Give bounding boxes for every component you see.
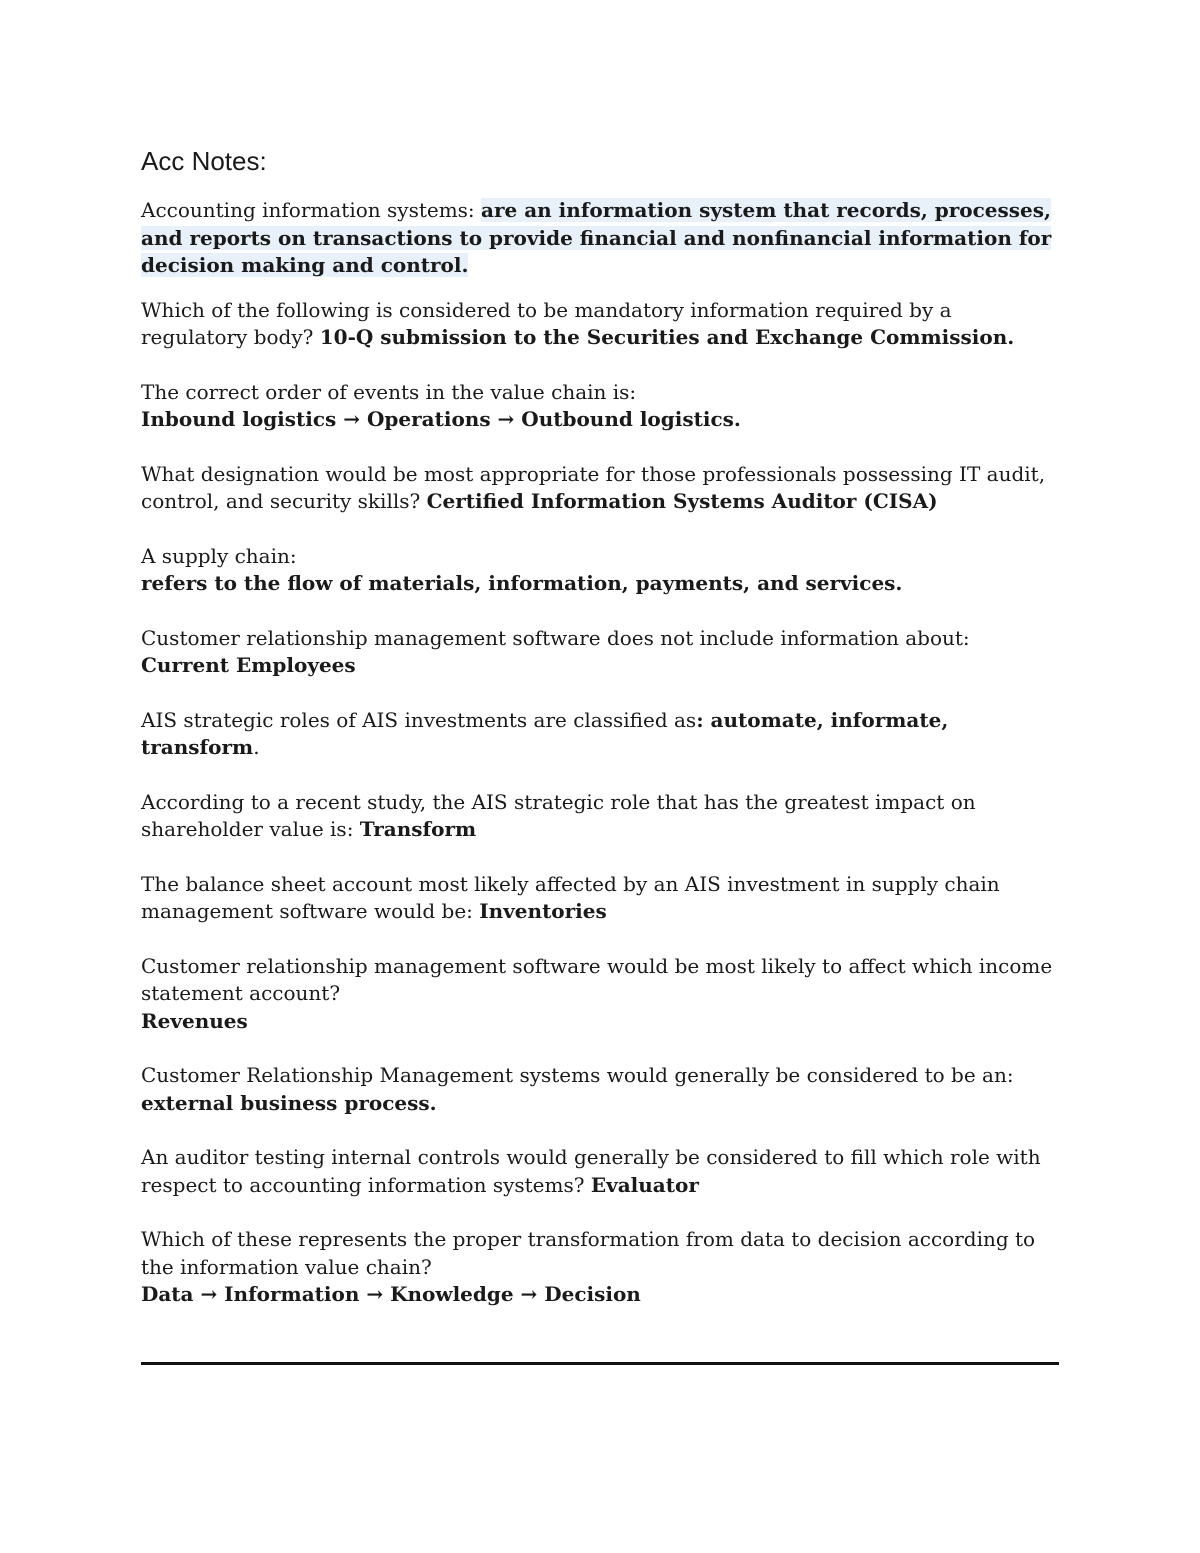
note-question: The balance sheet account most likely affected by an AIS investment in supply chain management software would be: (141, 871, 1000, 923)
note-information-value-chain (141, 1226, 1061, 1309)
note-crm-exclusion (141, 625, 1061, 680)
note-tail: . (253, 735, 260, 759)
note-mandatory-information (141, 297, 1061, 352)
note-answer: Transform (359, 817, 477, 841)
note-answer: refers to the flow of materials, information, payments, and services. (141, 571, 903, 595)
note-question: Customer relationship management software would be most likely to affect which income statement account? (141, 953, 1053, 1005)
note-question: Which of the following is considered to be mandatory information required by a regulatory body? (141, 297, 952, 349)
note-question: What designation would be most appropriate for those professionals possessing IT audit, control, and security skills? (141, 461, 1046, 513)
note-answer: Inventories (479, 899, 607, 923)
note-answer: Data → Information → Knowledge → Decision (141, 1282, 641, 1306)
note-answer: external business process. (141, 1090, 437, 1115)
notes-content (141, 143, 1061, 1309)
note-question: Customer relationship management software does not include information about: (141, 625, 970, 650)
note-answer: 10-Q submission to the Securities and Exchange Commission. (319, 325, 1015, 349)
note-answer: : automate, informate, transform (141, 707, 949, 759)
note-crm-process-type (141, 1062, 1061, 1117)
note-question: AIS strategic roles of AIS investments are classified as (141, 707, 697, 732)
note-question: An auditor testing internal controls would generally be considered to fill which role with respect to accounting information systems? (141, 1145, 1041, 1197)
note-question: According to a recent study, the AIS strategic role that has the greatest impact on shareholder value is: (141, 789, 976, 841)
note-question: Customer Relationship Management systems would generally be considered to be an: (141, 1063, 1014, 1087)
note-question: Accounting information systems: (141, 198, 482, 222)
note-shareholder-value (141, 789, 1061, 844)
note-ais-strategic-roles (141, 707, 1061, 762)
note-supply-chain (141, 543, 1061, 598)
note-answer-highlighted: are an information system that records, processes, and reports on transactions to provide financial and nonfinancial information for decision making and control. (141, 198, 1052, 277)
note-question: Which of these represents the proper transformation from data to decision according to the information value chain? (141, 1227, 1036, 1279)
note-answer: Evaluator (590, 1172, 699, 1197)
note-ais-definition (141, 197, 1061, 280)
note-auditor-role (141, 1144, 1061, 1199)
note-balance-sheet-account (141, 871, 1061, 926)
note-value-chain-order (141, 379, 1061, 434)
note-income-statement-account (141, 953, 1061, 1036)
note-question: The correct order of events in the value chain is: (141, 379, 637, 404)
note-question: A supply chain: (141, 543, 297, 568)
horizontal-rule (141, 1362, 1059, 1365)
note-designation (141, 461, 1061, 516)
note-answer: Inbound logistics → Operations → Outbound logistics. (141, 407, 741, 431)
note-answer: Revenues (141, 1008, 248, 1033)
document-title: Acc Notes: (141, 146, 267, 176)
note-answer: Certified Information Systems Auditor (CISA) (426, 489, 938, 513)
note-answer: Current Employees (141, 653, 356, 677)
